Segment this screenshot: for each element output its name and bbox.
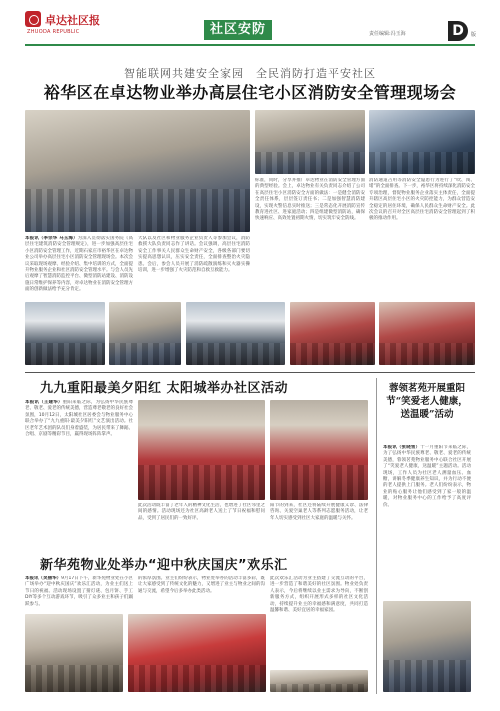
story2-photo-group [270, 400, 368, 500]
lead-photo-meeting [255, 110, 365, 174]
masthead [0, 0, 500, 47]
sidebar-divider [376, 378, 377, 694]
sidebar-photo [383, 601, 471, 692]
page-letter: D [448, 21, 468, 41]
story3-col-1 [25, 576, 133, 610]
story2-headline: 九九重阳最美夕阳红 太阳城举办社区活动 [40, 381, 289, 396]
story3-col-2: 的浓厚氛围。业主们纷纷表示，物业处举办的活动丰富多彩，既让大家感受到了传统文化的魅力，又增进了业主与物业之间的沟通与交流，希望今后多举办此类活动。 [138, 576, 265, 594]
lead-photo-extinguisher [379, 302, 475, 365]
page-edition: 版 [471, 32, 477, 38]
lead-col-2: 大队以及社区和物业服务企业负责人等参加会议，消防救援大队负责同志作了讲话。会议强调，高层住宅消防安全工作事关人民群众生命财产安全，各级各部门要切实提高思想认识，压实安全责任，全面排查整治火灾隐患。会后，参会人员开展了消防疏散演练和灭火器实操培训，进一步增强了火灾防范和自救互救能力。 [138, 236, 250, 274]
lead-col-1-text: 为深入贯彻落实国务院《高层住宅建筑消防安全管理规定》，进一步加强高层住宅小区消防安全管理工作，近期石家庄市裕华区在卓达物业公司举办高层住宅小区消防安全管理现场会。本次会议采取现场观摩、经验介绍、集中培训的方式，全面提升物业服务企业和社区消防安全管理水平。与会人员先后观摩了智慧消防监控平台、微型消防站建设、消防设施日常维护保养等内容，对卓达物业在消防安全管理方面的创新做法给予充分肯定。 [25, 236, 133, 293]
lead-byline: 本报讯（李宗华 马玉海） [25, 236, 78, 241]
story3-photo-kids [270, 670, 368, 692]
story2-col-3: 阳节的到来，社区还将陆续开展健康义诊、法律咨询、关爱空巢老人等系列志愿服务活动，让老年人切实感受到社区大家庭的温暖与关怀。 [270, 503, 368, 521]
lead-photo-drill [290, 302, 375, 365]
lead-photo-main [25, 110, 250, 232]
story3-col-3: 此次欢乐汇活动为业主搭建了交流互动的平台，进一步营造了和谐美好的社区氛围。物业处负责人表示，今后将继续以业主需求为导向，不断创新服务方式，组织开展形式多样的社区文化活动，持续提升业主的幸福感和满意度，共同打造温馨和谐、美好宜居的幸福家园。 [270, 576, 368, 614]
lead-deck: 智能联网共建安全家园 全民消防打造平安社区 [124, 67, 376, 80]
sidebar-byline: 本报讯（张晓雪） [383, 445, 421, 450]
story3-photo-crafts [25, 614, 123, 692]
editor-line: 责任编辑:冯玉海 [369, 31, 406, 37]
brand-name: 卓达社区报 [45, 14, 100, 27]
section-tab: 社区安防 [204, 20, 272, 40]
lead-photo-fire-truck [25, 302, 105, 365]
lead-photo-firefighters [369, 110, 475, 174]
brand-sub: ZHUODA REPUBLIC [27, 29, 80, 35]
story3-byline: 本报讯（吴丽华） [25, 576, 62, 581]
lead-photo-demonstration [186, 302, 285, 365]
lead-col-1 [25, 236, 133, 296]
story2-col-1 [25, 400, 133, 546]
story2-col-1-text: 重阳来临之际，为弘扬中华民族尊老、敬老、爱老的传统美德，营造尊老敬老的良好社会氛围，10月12日，太阳城社区居委会与物业服务中心联合举办了“九九重阳·最美夕阳红”文艺演出活动。社区老年艺术团的队员们身着盛装，为居民带来了舞蹈、合唱、京剧等精彩节目，赢得现场阵阵掌声。 [25, 400, 133, 438]
lead-col-3: 标准，同时，分享并推广卓达物业在消防安全管理方面的典型经验。会上，卓达物业有关负责同志介绍了公司在高层住宅小区消防安全方面的做法：一是健全消防安全责任体系，层层签订责任书；二是加强智慧消防建设，实现火警信息实时推送；三是常态化开展消防宣传教育进社区、进家庭活动；四是组建微型消防站，确保快速响应、高效处置初期火情，切实筑牢安全防线。 [255, 178, 365, 222]
story3-photo-gathering [128, 614, 266, 692]
lead-headline: 裕华区在卓达物业举办高层住宅小区消防安全管理现场会 [43, 83, 457, 102]
story2-photo-performance [138, 400, 265, 500]
sidebar-title: 蓉领茗苑开展重阳节“笑爱老人健康，送温暖”活动 [386, 383, 468, 420]
brand [25, 11, 155, 39]
sidebar-body-text: 十一月重阳节来临之际，为了弘扬中华民族尊老、敬老、爱老的传统美德，蓉领茗苑物业服务中心联合社区开展了“笑爱老人健康，送温暖”主题活动。活动现场，工作人员为社区老人测量血压、血糖，讲解冬季健康养生知识，并为行动不便的老人提供上门服务。老人们纷纷表示，物业的贴心服务让他们感受到了家一般的温暖，对物业服务中心的工作给予了高度评价。 [383, 445, 471, 508]
story3-headline: 新华苑物业处举办“迎中秋庆国庆”欢乐汇 [40, 558, 288, 573]
sidebar-body [383, 445, 471, 597]
story3-col-1-text: 9月17日下午，新华苑物业处在小区广场举办“迎中秋庆国庆”欢乐汇活动，为业主们送上节日的祝福。活动现场设置了猜灯谜、包月饼、手工DIY等多个互动游戏环节，吸引了众多业主和孩子们踊跃参与。 [25, 576, 133, 607]
brand-logo-icon [25, 11, 41, 27]
section-divider [25, 372, 475, 373]
story2-byline: 本报讯（王建华） [25, 400, 63, 405]
story2-col-2: 此次活动既丰富了老年人的精神文化生活，也增进了社区邻里之间的感情。活动现场还为社区高龄老人送上了节日祝福和慰问品，受到了居民们的一致好评。 [138, 503, 265, 521]
masthead-rule [25, 44, 475, 46]
lead-photo-training [109, 302, 181, 365]
lead-col-4: 消防通道占用等消防安全隐患行为进行了“吹、闯、堵”的全面排查。下一步，裕华区将持续深化消防安全专项治理，督促物业服务企业落实主体责任，全面提升辖区高层住宅小区的火灾防控能力，为群众营造安全稳定的居住环境，确保人民群众生命财产安全。此次会议的召开对全区高层住宅消防安全管理起到了积极的推动作用。 [369, 178, 475, 222]
